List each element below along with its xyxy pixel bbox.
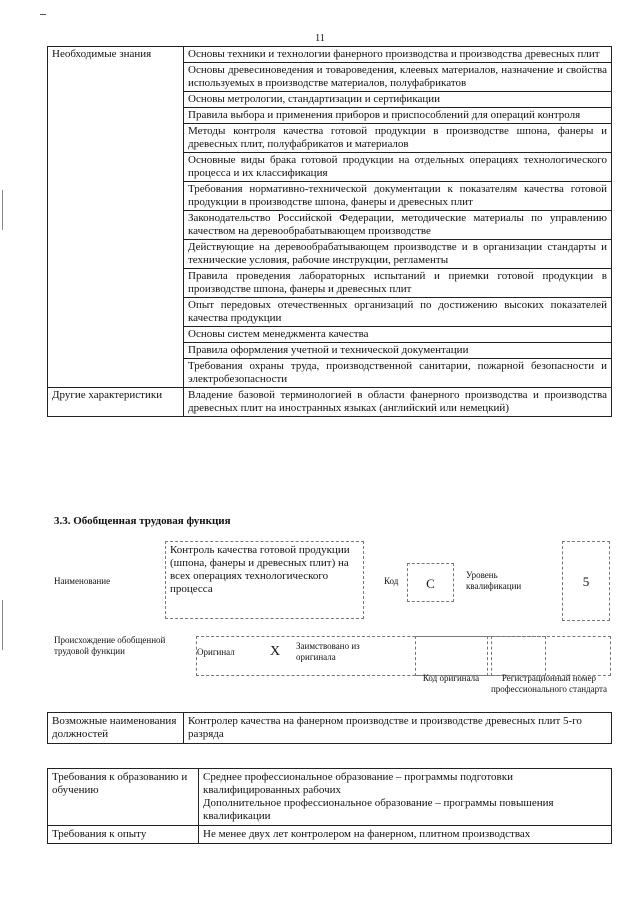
original-label: Оригинал — [197, 647, 235, 657]
positions-table — [47, 712, 612, 744]
code-original-label: Код оригинала — [422, 673, 480, 683]
scan-edge-mark — [2, 600, 3, 650]
knowledge-item: Правила выбора и применения приборов и приспособлений для операций контроля — [184, 108, 612, 124]
knowledge-item: Основы метрологии, стандартизации и сертификации — [184, 92, 612, 108]
experience-value: Не менее двух лет контролером на фанерном, плитном производствах — [199, 826, 612, 844]
origin-label: Происхождение обобщенной трудовой функции — [54, 635, 166, 656]
code-label: Код — [384, 576, 399, 586]
table-row — [48, 713, 612, 744]
knowledge-item: Законодательство Российской Федерации, методические материалы по управлению качеством на деревообрабатывающем производстве — [184, 211, 612, 240]
reg-number-label: Регистрационный номер профессионального стандарта — [490, 673, 608, 694]
knowledge-item: Требования охраны труда, производственной санитарии, пожарной безопасности и электробезопасности — [184, 359, 612, 388]
other-characteristics-label: Другие характеристики — [48, 388, 184, 417]
education-label: Требования к образованию и обучению — [48, 769, 199, 826]
level-label: Уровень квалификации — [466, 570, 522, 591]
knowledge-item: Действующие на деревообрабатывающем производстве и в организации стандарты и технические условия, рабочие инструкции, регламенты — [184, 240, 612, 269]
knowledge-label: Необходимые знания — [48, 47, 184, 388]
page-number: 11 — [315, 33, 325, 44]
scan-mark — [40, 14, 46, 15]
level-value: 5 — [562, 541, 610, 621]
original-mark: X — [270, 644, 281, 659]
knowledge-item: Методы контроля качества готовой продукции в производстве шпона, фанеры и древесных плит, полуфабрикатов и материалов — [184, 124, 612, 153]
other-characteristics-value: Владение базовой терминологией в области фанерного производства и производства древесных плит на иностранных языках (английский или немецкий) — [184, 388, 612, 417]
education-line: Дополнительное профессиональное образование – программы повышения квалификации — [203, 797, 554, 822]
knowledge-item: Основные виды брака готовой продукции на отдельных операциях технологического процесса и их классификация — [184, 153, 612, 182]
borrowed-label: Заимствовано из оригинала — [296, 641, 360, 662]
positions-value: Контролер качества на фанерном производстве и производстве древесных плит 5-го разряда — [184, 713, 612, 744]
table-row — [48, 47, 612, 63]
origin-reg-cell — [491, 636, 611, 676]
knowledge-table — [47, 46, 612, 417]
education-value — [199, 769, 612, 826]
positions-label: Возможные наименования должностей — [48, 713, 184, 744]
knowledge-item: Правила оформления учетной и технической документации — [184, 343, 612, 359]
knowledge-item: Основы систем менеджмента качества — [184, 327, 612, 343]
knowledge-item: Основы древесиноведения и товароведения, клеевых материалов, назначение и свойства используемых в производстве материалов, полуфабрикатов — [184, 63, 612, 92]
table-row — [48, 826, 612, 844]
requirements-table — [47, 768, 612, 844]
table-row — [48, 769, 612, 826]
name-label: Наименование — [54, 576, 111, 586]
experience-label: Требования к опыту — [48, 826, 199, 844]
section-title: 3.3. Обобщенная трудовая функция — [54, 515, 231, 527]
function-name-box: Контроль качества готовой продукции (шпона, фанеры и древесных плит) на всех операциях технологического процесса — [165, 541, 364, 619]
table-row — [48, 388, 612, 417]
knowledge-item: Требования нормативно-технической документации к показателям качества готовой продукции в производстве шпона, фанеры и древесных плит — [184, 182, 612, 211]
origin-code-cell — [415, 636, 488, 676]
code-value: C — [407, 563, 454, 602]
knowledge-item: Правила проведения лабораторных испытаний и приемки готовой продукции в производстве шпона, фанеры и древесных плит — [184, 269, 612, 298]
scan-edge-mark — [2, 190, 3, 230]
education-line: Среднее профессиональное образование – программы подготовки квалифицированных рабочих — [203, 771, 513, 796]
knowledge-item: Основы техники и технологии фанерного производства и производства древесных плит — [184, 47, 612, 63]
knowledge-item: Опыт передовых отечественных организаций по достижению высоких показателей качества продукции — [184, 298, 612, 327]
